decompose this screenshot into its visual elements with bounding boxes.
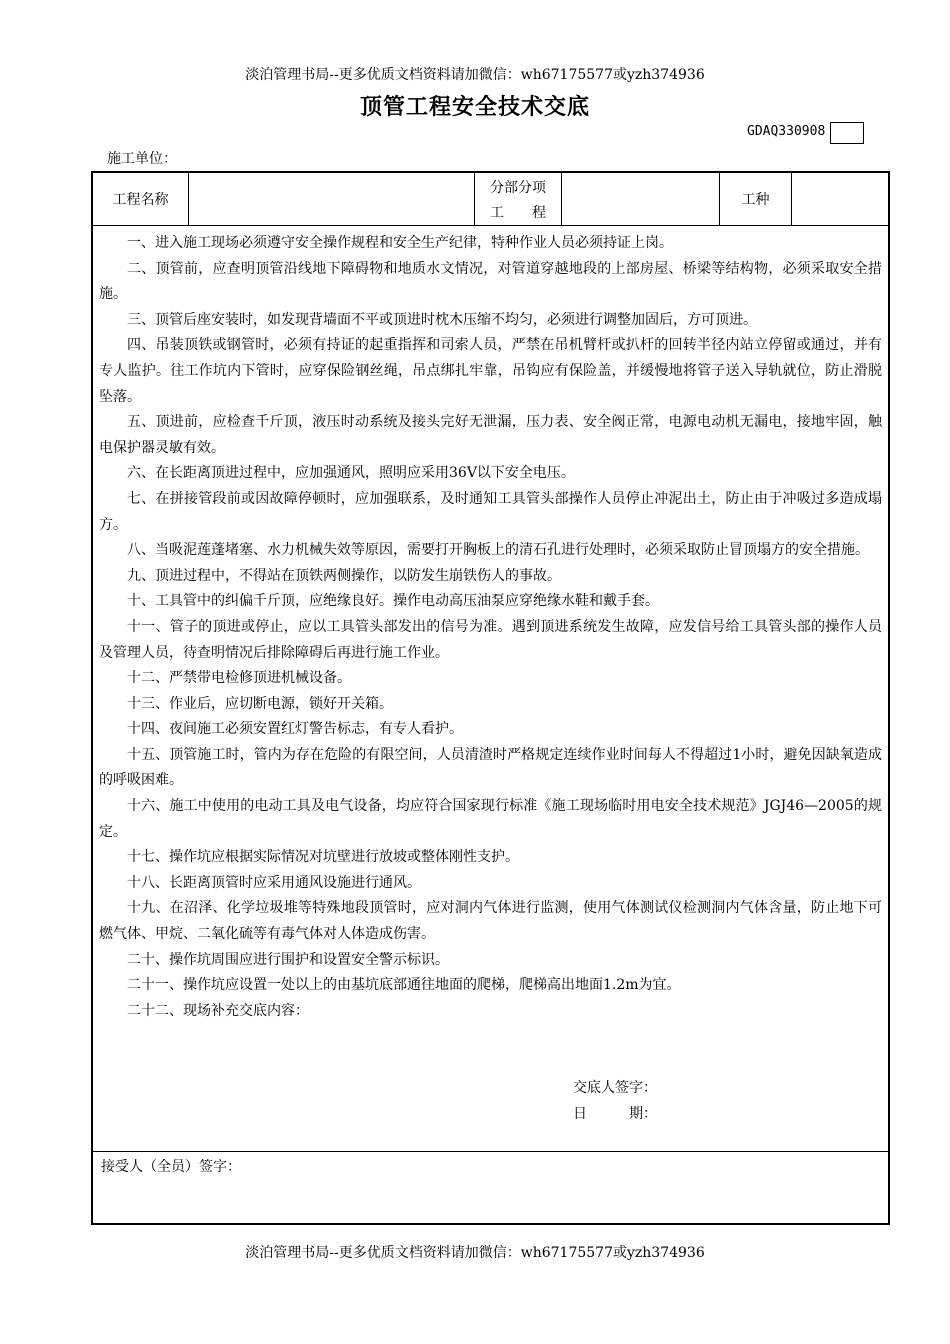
table-header-row — [93, 173, 888, 226]
clause: 二、顶管前，应查明顶管沿线地下障碍物和地质水文情况，对管道穿越地段的上部房屋、桥梁等结构物，必须采取安全措施。 — [99, 260, 882, 303]
clause: 四、吊装顶铁或钢管时，必须有持证的起重指挥和司索人员，严禁在吊机臂杆或扒杆的回转半径内站立停留或通过，并有专人监护。往工作坑内下管时，应穿保险钢丝绳，吊点绑扎牢靠，吊钩应有保险盖，并缓慢地将管子送入导轨就位，防止滑脱坠落。 — [99, 337, 882, 405]
work-type-value-cell[interactable] — [792, 173, 888, 225]
clause: 十八、长距离顶管时应采用通风设施进行通风。 — [127, 874, 421, 891]
clause: 五、顶进前，应检查千斤顶，液压时动系统及接头完好无泄漏，压力表、安全阀正常，电源电动机无漏电，接地牢固，触电保护器灵敏有效。 — [99, 414, 882, 456]
construction-unit-label: 施工单位： — [107, 151, 177, 167]
discloser-signature-label: 交底人签字： — [573, 1080, 657, 1096]
sub-project-label-line1: 分部分项 — [490, 180, 546, 196]
sub-project-value-cell[interactable] — [562, 173, 720, 225]
work-type-label-cell — [720, 173, 792, 225]
disclosure-table — [91, 171, 890, 1225]
clause: 十七、操作坑应根据实际情况对坑壁进行放坡或整体刚性支护。 — [127, 849, 519, 866]
clause: 二十、操作坑周围应进行围护和设置安全警示标识。 — [127, 951, 449, 968]
clause: 六、在长距离顶进过程中，应加强通风，照明应采用36V以下安全电压。 — [127, 465, 575, 482]
clause: 十、工具管中的纠偏千斤顶，应绝缘良好。操作电动高压油泵应穿绝缘水鞋和戴手套。 — [127, 593, 659, 610]
sub-project-label-line2: 工 程 — [490, 205, 546, 221]
clause: 一、进入施工现场必须遵守安全操作规程和安全生产纪律，特种作业人员必须持证上岗。 — [127, 235, 673, 251]
receiver-signature-label: 接受人（全员）签字： — [101, 1159, 241, 1175]
receiver-signature-row[interactable] — [93, 1151, 888, 1224]
work-type-label: 工种 — [741, 192, 770, 208]
sub-project-label-cell — [475, 173, 562, 225]
clause: 十六、施工中使用的电动工具及电气设备，均应符合国家现行标准《施工现场临时用电安全技术规范》JGJ46—2005的规定。 — [99, 798, 882, 840]
clause: 八、当吸泥莲蓬堵塞、水力机械失效等原因，需要打开胸板上的清石孔进行处理时，必须采取防止冒顶塌方的安全措施。 — [127, 542, 869, 559]
clause: 十五、顶管施工时，管内为存在危险的有限空间，人员清渣时严格规定连续作业时间每人不得超过1小时，避免因缺氧造成的呼吸困难。 — [99, 746, 882, 789]
disclosure-content — [99, 231, 882, 1024]
clause: 九、顶进过程中，不得站在顶铁两侧操作，以防发生崩铁伤人的事故。 — [127, 567, 561, 584]
clause: 十四、夜间施工必须安置红灯警告标志，有专人看护。 — [127, 721, 463, 738]
project-name-value — [189, 173, 474, 225]
clause: 十三、作业后，应切断电源，锁好开关箱。 — [127, 695, 393, 712]
work-type-value — [792, 173, 888, 225]
signature-block — [573, 1075, 657, 1127]
page-title: 顶管工程安全技术交底 — [359, 95, 590, 120]
date-label: 日 期： — [573, 1106, 657, 1122]
project-name-label: 工程名称 — [112, 192, 169, 208]
clause: 二十二、现场补充交底内容： — [127, 1002, 309, 1019]
clause: 三、顶管后座安装时，如发现背墙面不平或顶进时枕木压缩不均匀，必须进行调整加固后，方可顶进。 — [127, 311, 757, 328]
clause: 二十一、操作坑应设置一处以上的由基坑底部通往地面的爬梯，爬梯高出地面1.2m为宜。 — [127, 977, 681, 994]
clause: 十一、管子的顶进或停止，应以工具管头部发出的信号为准。遇到顶进系统发生故障，应发信号给工具管头部的操作人员及管理人员，待查明情况后排除障碍后再进行施工作业。 — [99, 618, 882, 661]
document-code: GDAQ330908 — [747, 124, 826, 139]
document-code-box[interactable] — [830, 122, 864, 144]
sub-project-value — [562, 173, 719, 225]
project-name-label-cell — [93, 173, 189, 225]
project-name-value-cell[interactable] — [189, 173, 475, 225]
clause: 十九、在沼泽、化学垃圾堆等特殊地段顶管时，应对洞内气体进行监测，使用气体测试仪检测洞内气体含量，防止地下可燃气体、甲烷、二氧化硫等有毒气体对人体造成伤害。 — [99, 900, 882, 943]
clause: 十二、严禁带电检修顶进机械设备。 — [127, 670, 351, 687]
header-note: 淡泊管理书局--更多优质文档资料请加微信：wh67175577或yzh374936 — [245, 67, 705, 83]
clause: 七、在拼接管段前或因故障停顿时，应加强联系，及时通知工具管头部操作人员停止冲泥出土，防止由于冲吸过多造成塌方。 — [99, 490, 882, 533]
footer-note: 淡泊管理书局--更多优质文档资料请加微信：wh67175577或yzh374936 — [245, 1245, 705, 1261]
